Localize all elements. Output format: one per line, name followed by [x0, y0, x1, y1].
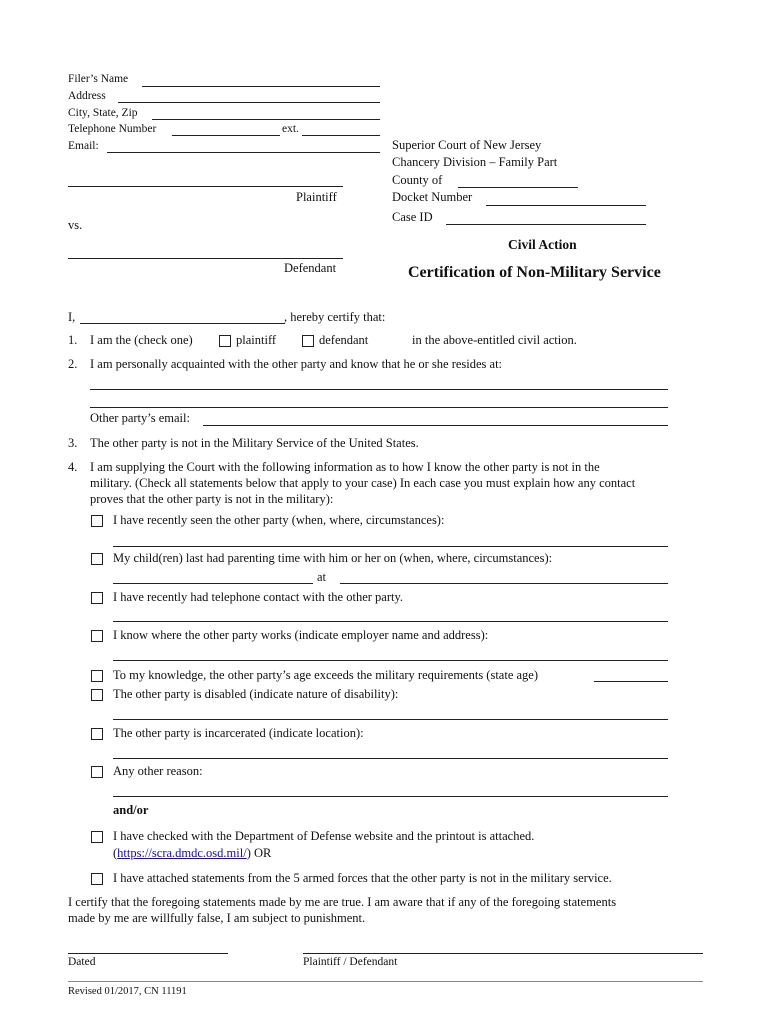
age-field[interactable] — [594, 681, 668, 682]
telephone-details-field[interactable] — [113, 621, 668, 622]
item-number: 2. — [68, 357, 78, 371]
telephone-option-label: I have recently had telephone contact with the other party. — [113, 590, 404, 604]
certifier-name-field[interactable] — [80, 323, 285, 324]
incarcerated-details-field[interactable] — [113, 758, 668, 759]
item1-tail: in the above-entitled civil action. — [412, 333, 577, 347]
court-name: Superior Court of New Jersey — [392, 138, 542, 152]
ext-field[interactable] — [302, 135, 380, 136]
intro-i: I, — [68, 310, 76, 324]
dod-link-line — [113, 846, 271, 861]
defendant-label: Defendant — [284, 261, 337, 275]
address-field[interactable] — [118, 102, 380, 103]
dod-paren-open: ( — [113, 846, 118, 860]
parenting-option-label: My child(ren) last had parenting time with him or her on (when, where, circumstances): — [113, 551, 553, 565]
footer-divider — [68, 981, 703, 982]
telephone-contact-checkbox[interactable] — [91, 592, 103, 604]
plaintiff-name-field[interactable] — [68, 186, 343, 187]
filer-name-label: Filer’s Name — [68, 73, 129, 85]
plaintiff-checkbox[interactable] — [219, 335, 231, 347]
item1-text: I am the (check one) — [90, 333, 193, 347]
other-reason-checkbox[interactable] — [91, 766, 103, 778]
civil-action-heading: Civil Action — [508, 237, 577, 252]
docket-field[interactable] — [486, 205, 646, 206]
city-state-zip-label: City, State, Zip — [68, 107, 138, 119]
address-label: Address — [68, 90, 106, 102]
county-label: County of — [392, 173, 443, 187]
caseid-field[interactable] — [446, 224, 646, 225]
residence-field-1[interactable] — [90, 389, 668, 390]
seen-checkbox[interactable] — [91, 515, 103, 527]
dod-website-link[interactable]: https://scra.dmdc.osd.mil/ — [117, 846, 247, 860]
intro-hereby: , hereby certify that: — [284, 310, 386, 324]
caseid-label: Case ID — [392, 210, 433, 224]
age-option-label: To my knowledge, the other party’s age exceeds the military requirements (state age) — [113, 668, 539, 682]
incarcerated-checkbox[interactable] — [91, 728, 103, 740]
email-label: Email: — [68, 140, 99, 152]
other-reason-details-field[interactable] — [113, 796, 668, 797]
item-number: 3. — [68, 436, 78, 450]
certify-line1: I certify that the foregoing statements made by me are true. I am aware that if any of the foregoing statements — [68, 895, 617, 909]
works-checkbox[interactable] — [91, 630, 103, 642]
armed-forces-option-label: I have attached statements from the 5 armed forces that the other party is not in the military service. — [113, 871, 612, 885]
docket-label: Docket Number — [392, 190, 473, 204]
other-party-email-field[interactable] — [203, 425, 668, 426]
disabled-details-field[interactable] — [113, 719, 668, 720]
disabled-checkbox[interactable] — [91, 689, 103, 701]
dated-field[interactable] — [68, 953, 228, 954]
at-label: at — [317, 570, 327, 584]
vs-label: vs. — [68, 218, 83, 232]
telephone-label: Telephone Number — [68, 123, 157, 135]
dated-label: Dated — [68, 956, 96, 968]
county-field[interactable] — [458, 187, 578, 188]
revision-note: Revised 01/2017, CN 11191 — [68, 986, 187, 997]
telephone-field[interactable] — [172, 135, 280, 136]
works-details-field[interactable] — [113, 660, 668, 661]
email-field[interactable] — [107, 152, 380, 153]
seen-details-field[interactable] — [113, 546, 668, 547]
signer-label: Plaintiff / Defendant — [303, 956, 398, 968]
filer-name-field[interactable] — [142, 86, 380, 87]
residence-field-2[interactable] — [90, 407, 668, 408]
item-number: 1. — [68, 333, 78, 347]
plaintiff-label: Plaintiff — [296, 190, 337, 204]
signature-field[interactable] — [303, 953, 703, 954]
parenting-checkbox[interactable] — [91, 553, 103, 565]
dod-checkbox[interactable] — [91, 831, 103, 843]
item4-line3: proves that the other party is not in the military): — [90, 492, 334, 506]
dod-option-label: I have checked with the Department of Defense website and the printout is attached. — [113, 829, 535, 843]
page-title: Certification of Non-Military Service — [408, 264, 661, 281]
ext-label: ext. — [282, 123, 299, 135]
other-reason-option-label: Any other reason: — [113, 764, 203, 778]
item4-line2: military. (Check all statements below that apply to your case) In each case you must explain how any contact — [90, 476, 636, 490]
seen-option-label: I have recently seen the other party (when, where, circumstances): — [113, 513, 445, 527]
dod-paren-close: ) OR — [246, 846, 272, 860]
defendant-option-label: defendant — [319, 333, 369, 347]
plaintiff-option-label: plaintiff — [236, 333, 277, 347]
disabled-option-label: The other party is disabled (indicate nature of disability): — [113, 687, 399, 701]
item-number: 4. — [68, 460, 78, 474]
parenting-date-field[interactable] — [113, 583, 313, 584]
and-or-label: and/or — [113, 803, 149, 817]
age-checkbox[interactable] — [91, 670, 103, 682]
defendant-name-field[interactable] — [68, 258, 343, 259]
item3-text: The other party is not in the Military Service of the United States. — [90, 436, 419, 450]
works-option-label: I know where the other party works (indicate employer name and address): — [113, 628, 489, 642]
item4-line1: I am supplying the Court with the following information as to how I know the other party is not in the — [90, 460, 600, 474]
parenting-location-field[interactable] — [340, 583, 668, 584]
armed-forces-checkbox[interactable] — [91, 873, 103, 885]
city-state-zip-field[interactable] — [152, 119, 380, 120]
incarcerated-option-label: The other party is incarcerated (indicate location): — [113, 726, 364, 740]
item2-text: I am personally acquainted with the other party and know that he or she resides at: — [90, 357, 503, 371]
other-party-email-label: Other party’s email: — [90, 411, 190, 425]
certify-line2: made by me are willfully false, I am subject to punishment. — [68, 911, 366, 925]
court-division: Chancery Division – Family Part — [392, 155, 558, 169]
defendant-checkbox[interactable] — [302, 335, 314, 347]
